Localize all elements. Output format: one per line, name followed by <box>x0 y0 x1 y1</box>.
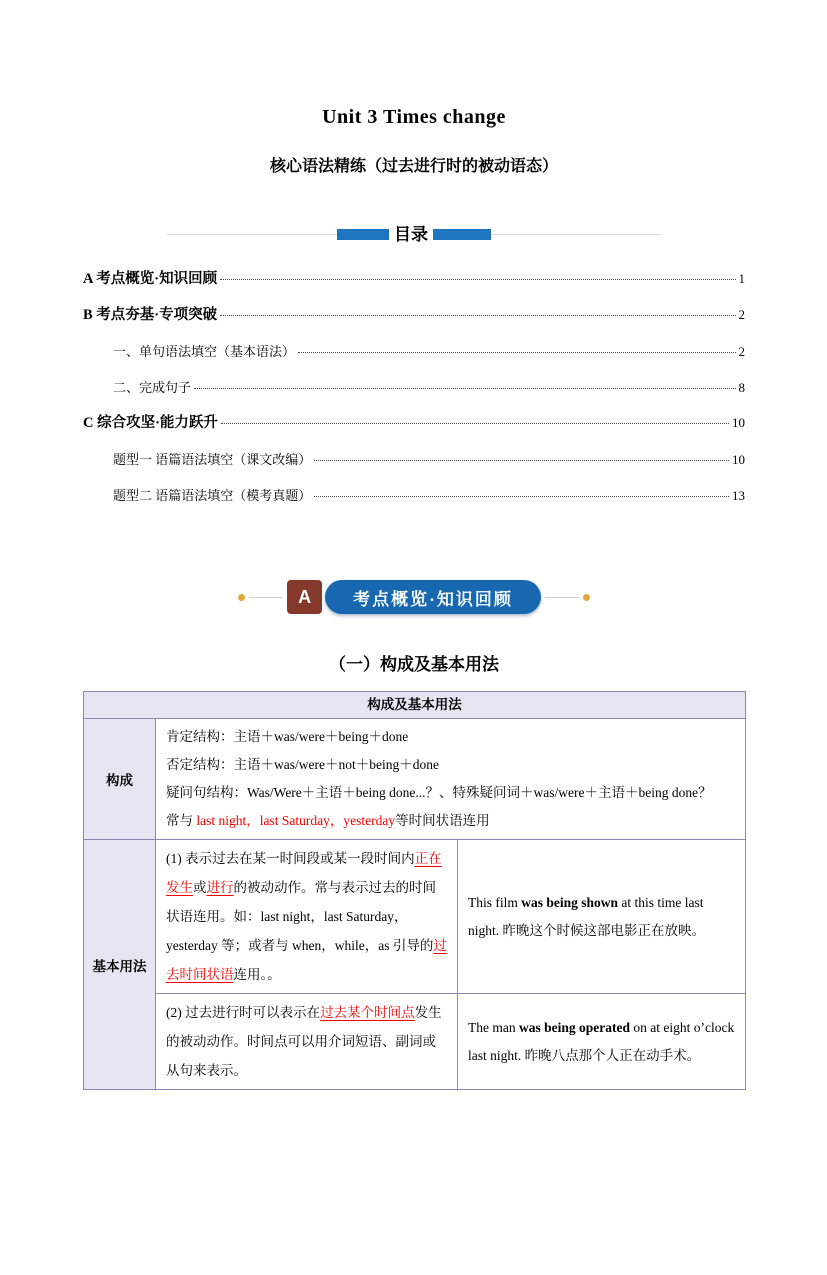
usage-explanation-1: (1) 表示过去在某一时间段或某一段时间内正在发生或进行的被动动作。常与表示过去的时间状语连用。如：last night，last Saturday，yesterday 等；或者与 when，while，as 引导的过去时间状语连用。。 <box>156 840 458 994</box>
section-badge <box>83 580 745 614</box>
section-letter-badge: A <box>287 580 322 614</box>
toc-page-number: 1 <box>738 271 745 286</box>
toc-entry <box>83 267 745 288</box>
toc-entry <box>83 449 745 468</box>
toc-leader-dots <box>314 460 729 461</box>
formation-line: 疑问句结构：Was/Were＋主语＋being done...？、特殊疑问词＋was/were＋主语＋being done？ <box>166 785 712 800</box>
usage-explanation-2: (2) 过去进行时可以表示在过去某个时间点发生的被动动作。时间点可以用介词短语、副词或从句来表示。 <box>156 994 458 1090</box>
toc-entry-label: 一、单句语法填空（基本语法） <box>113 344 296 359</box>
row-label-formation: 构成 <box>84 719 156 840</box>
formation-line: 否定结构：主语＋was/were＋not＋being＋done <box>166 757 439 772</box>
section-badge-label: 考点概览·知识回顾 <box>325 580 541 614</box>
toc-entry-label: 二、完成句子 <box>113 380 192 395</box>
toc-page-number: 8 <box>738 380 745 395</box>
toc-leader-dots <box>220 279 735 280</box>
doc-title: Unit 3 Times change <box>322 106 506 128</box>
toc-leader-dots <box>314 496 729 497</box>
toc-page-number: 2 <box>738 307 745 322</box>
toc-heading-bar <box>83 226 745 243</box>
doc-subtitle: 核心语法精练（过去进行时的被动语态） <box>269 158 558 175</box>
toc-entry-label: 题型二 语篇语法填空（模考真题） <box>113 488 312 503</box>
toc-leader-dots <box>194 388 735 389</box>
toc-entry-label: B 考点夯基·专项突破 <box>83 307 218 323</box>
toc-divider-line-left <box>167 234 337 235</box>
toc-entry <box>83 411 745 432</box>
toc-blue-bar-right <box>433 229 491 240</box>
toc-page-number: 2 <box>738 344 745 359</box>
accent-line <box>249 597 283 598</box>
formation-line: 肯定结构：主语＋was/were＋being＋done <box>166 729 409 744</box>
toc-divider-line-right <box>491 234 661 235</box>
toc-page-number: 10 <box>732 415 745 430</box>
usage-example-1: This film was being shown at this time last night. 昨晚这个时候这部电影正在放映。 <box>458 840 746 994</box>
toc-entry-label: C 综合攻坚·能力跃升 <box>83 415 218 431</box>
toc-entry-label: A 考点概览·知识回顾 <box>83 271 218 287</box>
toc-entry-label: 题型一 语篇语法填空（课文改编） <box>113 452 312 467</box>
toc-entry <box>83 485 745 504</box>
toc-entry <box>83 341 745 360</box>
toc-heading: 目录 <box>394 225 428 244</box>
toc-page-number: 13 <box>732 488 745 503</box>
table-of-contents <box>83 267 745 504</box>
formation-cell <box>156 719 746 840</box>
document-page <box>0 106 827 1090</box>
usage-example-2: The man was being operated on at eight o’clock last night. 昨晚八点那个人正在动手术。 <box>458 994 746 1090</box>
accent-dot-icon <box>583 594 590 601</box>
grammar-table <box>83 691 746 1090</box>
accent-dot-icon <box>238 594 245 601</box>
row-label-usage: 基本用法 <box>84 840 156 1090</box>
table-header: 构成及基本用法 <box>84 692 746 719</box>
accent-line <box>545 597 579 598</box>
toc-blue-bar-left <box>337 229 389 240</box>
toc-leader-dots <box>298 352 735 353</box>
toc-leader-dots <box>221 423 729 424</box>
formation-line: 常与 last night，last Saturday，yesterday等时间状语连用 <box>166 813 490 828</box>
toc-entry <box>83 377 745 396</box>
toc-leader-dots <box>220 315 735 316</box>
section-heading: （一）构成及基本用法 <box>329 655 499 674</box>
toc-entry <box>83 303 745 324</box>
toc-page-number: 10 <box>732 452 745 467</box>
